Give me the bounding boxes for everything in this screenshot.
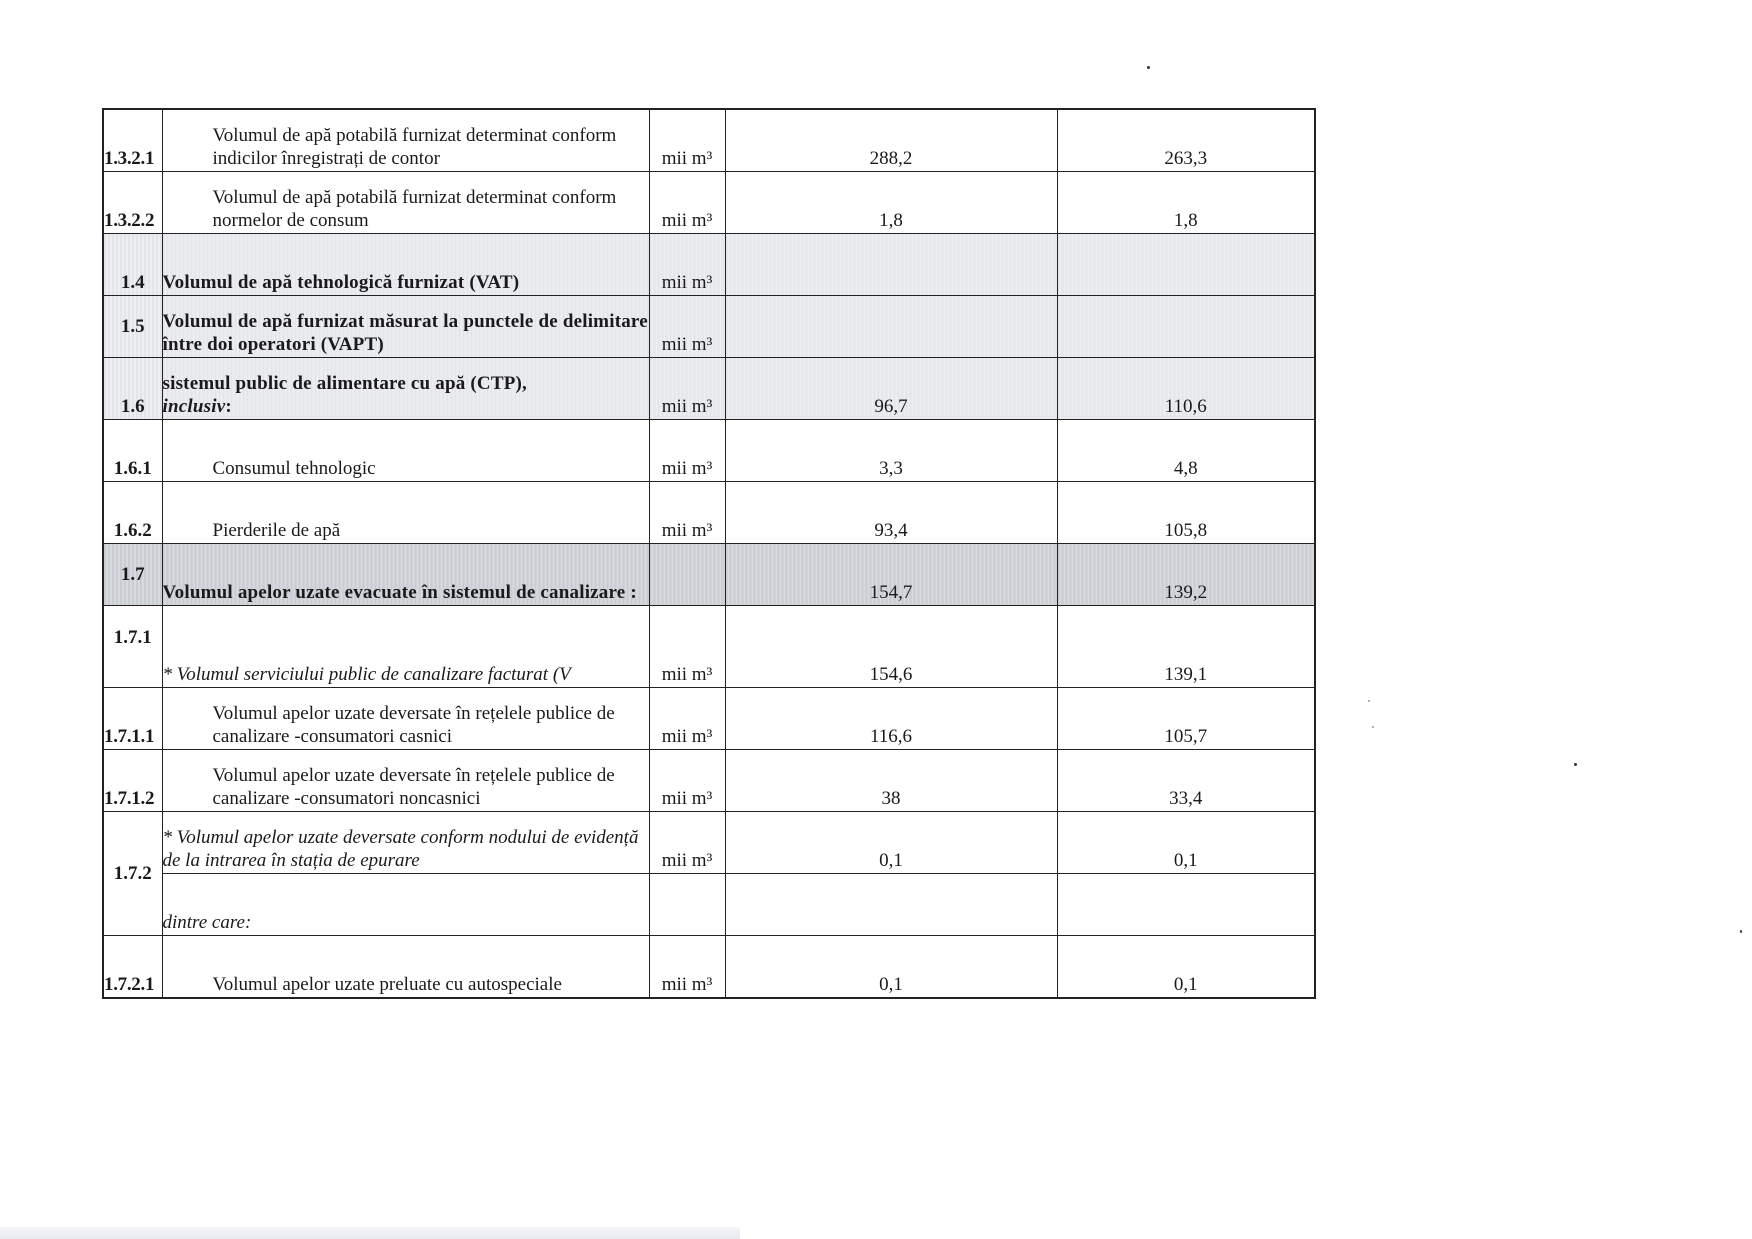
table-row <box>103 172 1315 234</box>
row-unit: mii m³ <box>649 750 725 812</box>
scan-speck <box>1372 726 1374 728</box>
row-value-2: 105,8 <box>1057 482 1315 544</box>
row-unit <box>649 874 725 936</box>
row-code: 1.7.2 <box>103 812 162 936</box>
row-description-text: Volumul apelor uzate deversate în rețelele publice de canalizare -consumatori casnici <box>212 702 615 748</box>
scan-speck <box>1574 763 1577 766</box>
row-description-text: Volumul de apă potabilă furnizat determinat conform indicilor înregistrați de contor <box>212 124 617 170</box>
row-code: 1.6.2 <box>103 482 162 544</box>
row-description-text: sistemul public de alimentare cu apă (CTP), <box>162 372 527 394</box>
row-value-2: 110,6 <box>1057 358 1315 420</box>
row-value-1: 3,3 <box>725 420 1057 482</box>
row-unit: mii m³ <box>649 358 725 420</box>
row-code: 1.7.1 <box>103 606 162 688</box>
row-description-text: Volumul de apă potabilă furnizat determinat conform normelor de consum <box>212 186 617 232</box>
row-value-2 <box>1057 296 1315 358</box>
row-value-1 <box>725 234 1057 296</box>
row-description <box>162 172 649 234</box>
row-description <box>162 936 649 999</box>
row-value-1: 116,6 <box>725 688 1057 750</box>
row-value-2 <box>1057 874 1315 936</box>
row-code: 1.4 <box>103 234 162 296</box>
table-row <box>103 688 1315 750</box>
row-unit: mii m³ <box>649 936 725 999</box>
row-value-1: 154,7 <box>725 544 1057 606</box>
row-value-2: 4,8 <box>1057 420 1315 482</box>
row-unit: mii m³ <box>649 296 725 358</box>
table-row <box>103 874 1315 936</box>
table-row <box>103 234 1315 296</box>
row-description-text: Consumul tehnologic <box>212 458 376 480</box>
row-code: 1.7.1.1 <box>103 688 162 750</box>
row-code: 1.6.1 <box>103 420 162 482</box>
row-value-1 <box>725 296 1057 358</box>
row-code: 1.3.2.1 <box>103 109 162 172</box>
row-description-text: Volumul apelor uzate deversate în rețelele publice de canalizare -consumatori noncasnici <box>212 764 615 810</box>
row-value-2: 0,1 <box>1057 936 1315 999</box>
row-unit: mii m³ <box>649 482 725 544</box>
table-row <box>103 482 1315 544</box>
row-unit: mii m³ <box>649 109 725 172</box>
row-description: dintre care: <box>162 874 649 936</box>
table-row <box>103 750 1315 812</box>
row-value-2: 105,7 <box>1057 688 1315 750</box>
table-row <box>103 296 1315 358</box>
row-code: 1.6 <box>103 358 162 420</box>
scan-speck <box>1740 930 1742 933</box>
row-value-1: 38 <box>725 750 1057 812</box>
row-value-2: 139,1 <box>1057 606 1315 688</box>
row-description-text: Pierderile de apă <box>212 520 341 542</box>
scan-speck <box>1147 66 1150 69</box>
row-unit: mii m³ <box>649 688 725 750</box>
row-description-inclusiv: inclusiv <box>162 396 226 418</box>
row-description: Volumul de apă furnizat măsurat la punctele de delimitare între doi operatori (VAPT) <box>162 296 649 358</box>
row-value-1: 0,1 <box>725 936 1057 999</box>
row-value-2: 263,3 <box>1057 109 1315 172</box>
row-code: 1.7.1.2 <box>103 750 162 812</box>
row-code: 1.5 <box>103 296 162 358</box>
row-description-colon: : <box>225 396 232 418</box>
row-description <box>162 420 649 482</box>
row-code: 1.7 <box>103 544 162 606</box>
row-unit: mii m³ <box>649 812 725 874</box>
row-description: Volumul apelor uzate evacuate în sistemul de canalizare : <box>162 544 649 606</box>
row-value-1: 154,6 <box>725 606 1057 688</box>
row-value-1: 288,2 <box>725 109 1057 172</box>
row-code: 1.7.2.1 <box>103 936 162 999</box>
table-row <box>103 420 1315 482</box>
table-row <box>103 358 1315 420</box>
row-description <box>162 750 649 812</box>
row-value-1 <box>725 874 1057 936</box>
row-value-1: 1,8 <box>725 172 1057 234</box>
row-description <box>162 482 649 544</box>
table-row <box>103 936 1315 999</box>
row-description <box>162 109 649 172</box>
row-description <box>162 358 649 420</box>
row-value-2 <box>1057 234 1315 296</box>
table-row <box>103 544 1315 606</box>
row-unit: mii m³ <box>649 172 725 234</box>
clipped-text-fragment <box>163 366 649 372</box>
row-value-1: 96,7 <box>725 358 1057 420</box>
row-value-2: 1,8 <box>1057 172 1315 234</box>
row-value-1: 0,1 <box>725 812 1057 874</box>
row-value-2: 139,2 <box>1057 544 1315 606</box>
row-description-text: * Volumul serviciului public de canalizare facturat (V <box>162 664 571 686</box>
table-row <box>103 606 1315 688</box>
table-row <box>103 812 1315 874</box>
row-unit: mii m³ <box>649 420 725 482</box>
scan-speck <box>1368 700 1370 702</box>
row-description <box>162 606 649 688</box>
row-description: * Volumul apelor uzate deversate conform nodului de evidență de la intrarea în stația de epurare <box>162 812 649 874</box>
scan-edge <box>0 1227 740 1239</box>
row-description-text: Volumul apelor uzate preluate cu autospeciale <box>212 974 562 996</box>
table-row <box>103 109 1315 172</box>
row-description <box>162 688 649 750</box>
row-value-2: 0,1 <box>1057 812 1315 874</box>
row-unit <box>649 544 725 606</box>
row-description: Volumul de apă tehnologică furnizat (VAT) <box>162 234 649 296</box>
row-code: 1.3.2.2 <box>103 172 162 234</box>
row-unit: mii m³ <box>649 234 725 296</box>
row-unit: mii m³ <box>649 606 725 688</box>
row-value-2: 33,4 <box>1057 750 1315 812</box>
water-volumes-table <box>102 108 1316 999</box>
row-value-1: 93,4 <box>725 482 1057 544</box>
